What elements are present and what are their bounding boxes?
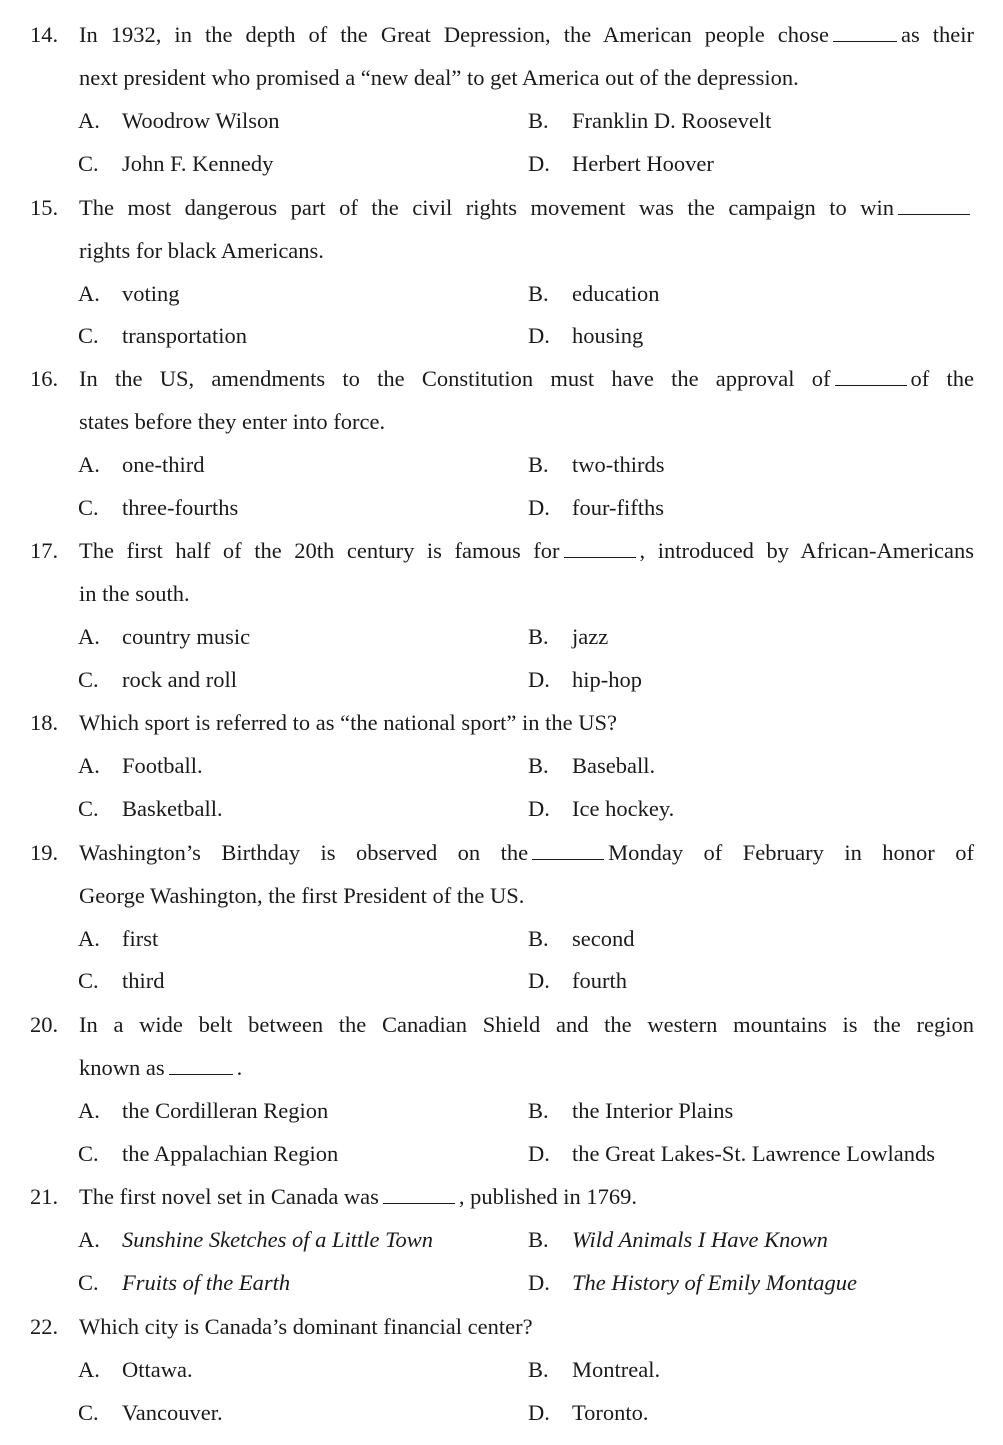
question-text-line2: rights for black Americans. bbox=[79, 238, 324, 263]
option-b: B. second bbox=[528, 926, 635, 951]
question-text-line1: Washington’s Birthday is observed on the Monday of February in honor of bbox=[79, 840, 974, 865]
question-text-line2: states before they enter into force. bbox=[79, 409, 386, 434]
option-b: B. the Interior Plains bbox=[528, 1098, 734, 1123]
option-b: B. Baseball. bbox=[528, 753, 656, 778]
option-b: B. jazz bbox=[528, 624, 609, 649]
question-number: 16. bbox=[30, 366, 59, 391]
option-d: D. Herbert Hoover bbox=[528, 151, 714, 176]
question-text-line1: Which city is Canada’s dominant financial center? bbox=[79, 1314, 533, 1339]
option-c: C. transportation bbox=[78, 323, 247, 348]
question-text-line1: The first novel set in Canada was , published in 1769. bbox=[79, 1184, 638, 1209]
option-b: B. Franklin D. Roosevelt bbox=[528, 108, 772, 133]
question-text-line1: In the US, amendments to the Constitution must have the approval of of the bbox=[79, 366, 974, 391]
question-text-line1: The first half of the 20th century is famous for , introduced by African-Americans bbox=[79, 538, 974, 563]
option-a: A. Sunshine Sketches of a Little Town bbox=[78, 1227, 434, 1252]
option-a: A. one-third bbox=[78, 452, 205, 477]
option-d: D. Toronto. bbox=[528, 1400, 649, 1425]
question-text-line1: Which sport is referred to as “the national sport” in the US? bbox=[79, 710, 617, 735]
question-text-line1: The most dangerous part of the civil rights movement was the campaign to win bbox=[79, 193, 974, 223]
question-number: 14. bbox=[30, 22, 59, 47]
option-a: A. Woodrow Wilson bbox=[78, 108, 280, 133]
option-b: B. Montreal. bbox=[528, 1357, 661, 1382]
option-c: C. John F. Kennedy bbox=[78, 151, 274, 176]
option-d: D. The History of Emily Montague bbox=[528, 1270, 857, 1295]
option-d: D. the Great Lakes-St. Lawrence Lowlands bbox=[528, 1141, 935, 1166]
option-d: D. four-fifths bbox=[528, 495, 665, 520]
answer-blank bbox=[835, 365, 907, 386]
option-a: A. the Cordilleran Region bbox=[78, 1098, 329, 1123]
option-b: B. Wild Animals I Have Known bbox=[528, 1227, 828, 1252]
option-b: B. two-thirds bbox=[528, 452, 665, 477]
question-number: 19. bbox=[30, 840, 59, 865]
option-a: A. first bbox=[78, 926, 159, 951]
option-c: C. three-fourths bbox=[78, 495, 239, 520]
question-text-line2: known as . bbox=[79, 1055, 243, 1080]
question-number: 18. bbox=[30, 710, 59, 735]
answer-blank bbox=[833, 21, 897, 42]
question-number: 21. bbox=[30, 1184, 59, 1209]
answer-blank bbox=[169, 1054, 233, 1075]
question-number: 22. bbox=[30, 1314, 59, 1339]
question-number: 15. bbox=[30, 195, 59, 220]
answer-blank bbox=[564, 537, 636, 558]
option-d: D. housing bbox=[528, 323, 644, 348]
answer-blank bbox=[532, 839, 604, 860]
option-c: C. Vancouver. bbox=[78, 1400, 223, 1425]
option-d: D. Ice hockey. bbox=[528, 796, 675, 821]
option-d: D. hip-hop bbox=[528, 667, 642, 692]
option-a: A. Football. bbox=[78, 753, 203, 778]
answer-blank bbox=[383, 1183, 455, 1204]
question-number: 17. bbox=[30, 538, 59, 563]
answer-blank bbox=[898, 194, 970, 215]
option-c: C. third bbox=[78, 968, 165, 993]
option-b: B. education bbox=[528, 281, 660, 306]
question-text-line2: in the south. bbox=[79, 581, 190, 606]
question-text-line2: next president who promised a “new deal” to get America out of the depression. bbox=[79, 65, 799, 90]
option-c: C. Fruits of the Earth bbox=[78, 1270, 291, 1295]
option-c: C. rock and roll bbox=[78, 667, 237, 692]
option-a: A. country music bbox=[78, 624, 251, 649]
option-a: A. voting bbox=[78, 281, 180, 306]
question-text-line1: In 1932, in the depth of the Great Depression, the American people chose as their bbox=[79, 22, 974, 47]
option-c: C. Basketball. bbox=[78, 796, 223, 821]
option-c: C. the Appalachian Region bbox=[78, 1141, 339, 1166]
option-a: A. Ottawa. bbox=[78, 1357, 193, 1382]
question-number: 20. bbox=[30, 1012, 59, 1037]
question-text-line1: In a wide belt between the Canadian Shield and the western mountains is the region bbox=[79, 1012, 974, 1037]
option-d: D. fourth bbox=[528, 968, 627, 993]
question-text-line2: George Washington, the first President of the US. bbox=[79, 883, 525, 908]
